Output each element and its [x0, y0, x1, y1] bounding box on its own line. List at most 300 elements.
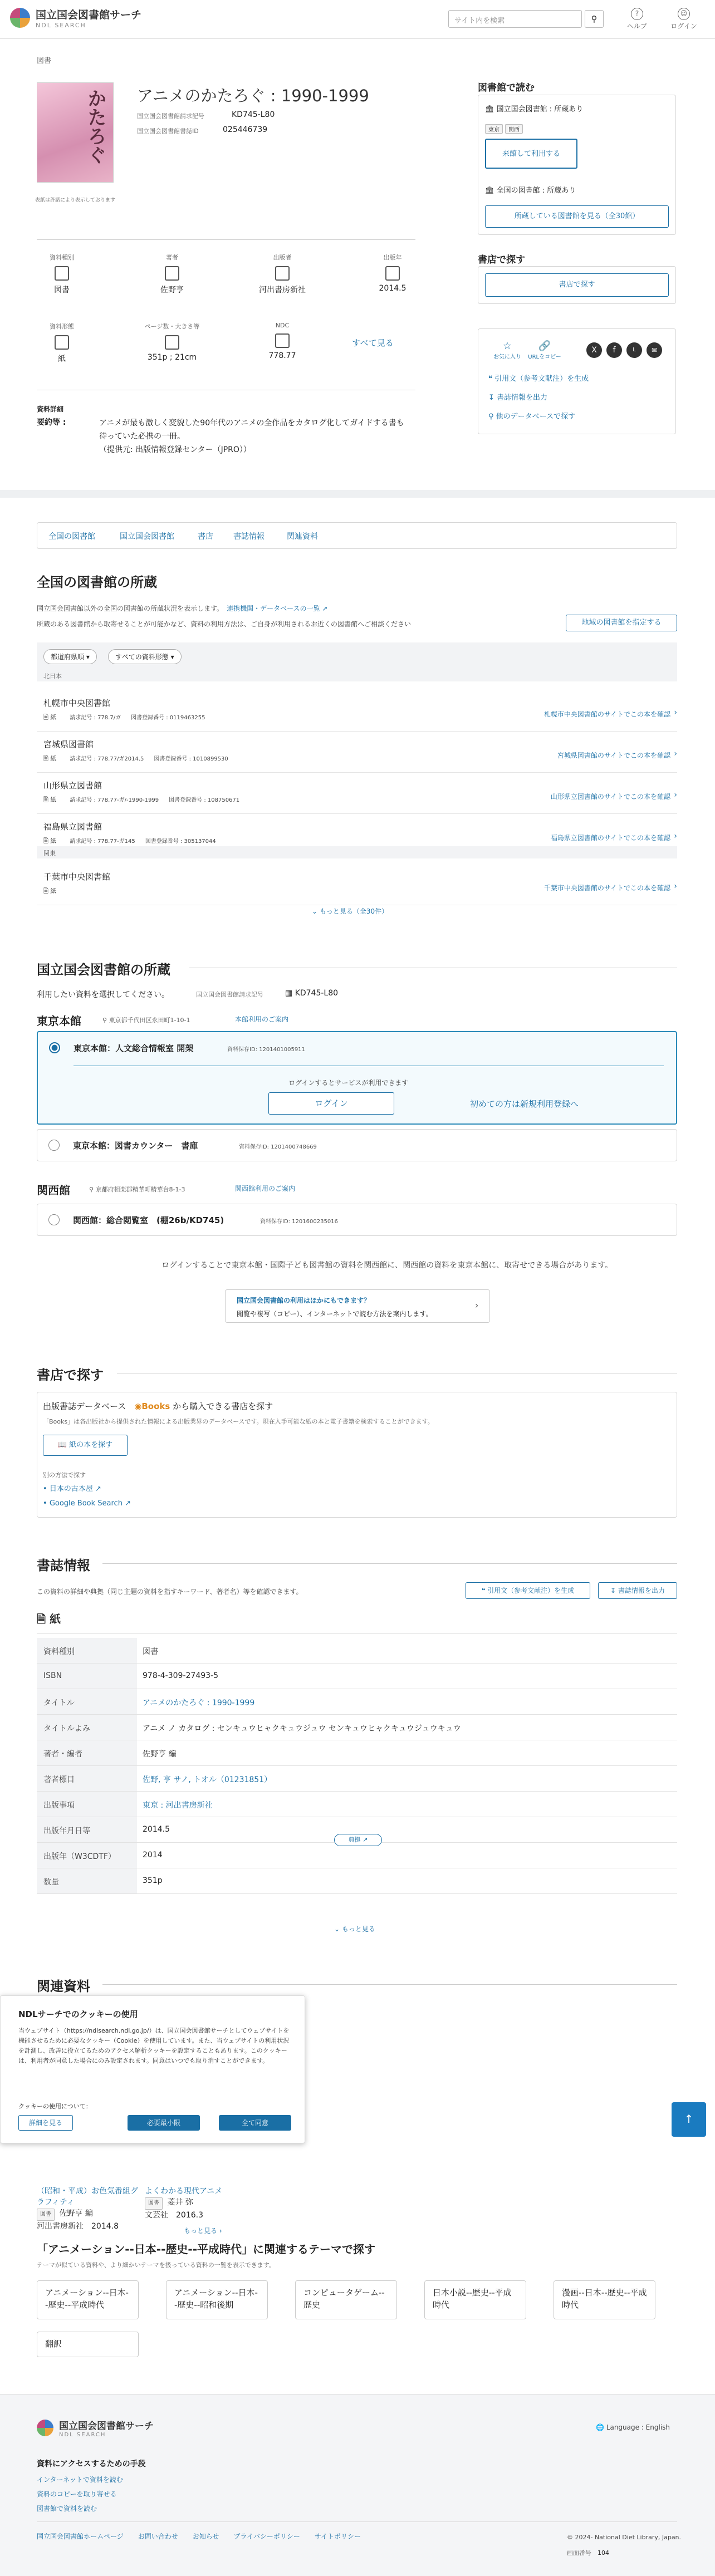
register-link[interactable]: 初めての方は新規利用登録へ	[470, 1099, 579, 1109]
property-label: 出版者	[273, 254, 292, 261]
footer-link-library[interactable]: 図書館で資料を読む	[37, 2505, 97, 2513]
bib-value: 351p	[143, 1876, 163, 1885]
property-5	[125, 322, 219, 362]
cookie-question: クッキーの使用について：	[18, 2103, 92, 2110]
tree-icon	[275, 333, 290, 348]
paper-label: 紙	[50, 887, 57, 895]
radio-selected[interactable]	[49, 1042, 60, 1053]
holdings-desc-text: 国立国会図書館以外の全国の図書館の所蔵状況を表示します。	[37, 605, 221, 612]
store-title: 書店で探す	[37, 1367, 104, 1383]
calendar-icon	[385, 266, 400, 281]
login-button-main[interactable]: ログイン	[268, 1092, 394, 1115]
holdings-desc2: 所蔵のある図書館から取寄せることが可能かなど、資料の利用方法は、ご自身が利用されるお近くの図書館へご相談ください	[37, 620, 412, 628]
read-panel	[478, 95, 676, 235]
footer-link[interactable]: お問い合わせ	[138, 2533, 178, 2540]
kansai-address	[89, 1185, 185, 1194]
property-1	[125, 253, 219, 295]
library-reg: 図書登録番号 : 108750671	[169, 797, 240, 803]
prefecture-filter[interactable]: 都道府県順 ▾	[43, 649, 97, 664]
copy-url-label: URLをコピー	[528, 354, 561, 360]
paper-label: 紙	[50, 755, 57, 762]
tokyo-heading: 東京本館	[37, 1014, 81, 1028]
property-value: 紙	[58, 355, 66, 364]
property-value: 図書	[54, 286, 70, 295]
tokyo-option-selected[interactable]	[37, 1031, 677, 1125]
store-desc: 「Books」は各出版社から提供された情報による出版業界のデータベースです。現在入手可能な紙の本と電子書籍を検索することができます。	[43, 1418, 434, 1425]
search-input[interactable]: サイト内を検索	[448, 10, 582, 28]
location-tags	[485, 124, 525, 134]
footer-tagline: 資料にアクセスするための手段	[37, 2460, 146, 2469]
bib-key: 著者・編者	[37, 1740, 137, 1765]
footer-link[interactable]: お知らせ	[192, 2533, 219, 2540]
transfer-note: ログインすることで東京本館・国際子ども図書館の資料を関西館に、関西館の資料を東京本館に、取寄せできる場合があります。	[161, 1261, 613, 1270]
theme-item[interactable]: 日本小説--歴史--平成時代	[424, 2280, 526, 2319]
bib-value[interactable]: アニメのかたろぐ : 1990-1999	[143, 1699, 255, 1707]
share-panel	[478, 328, 676, 434]
library-reg: 図書登録番号 : 0119463255	[131, 715, 205, 721]
region-button[interactable]: 地域の図書館を指定する	[566, 615, 677, 631]
bib-key: ISBN	[37, 1664, 137, 1689]
option2-id: 資料保存ID: 1201400748669	[239, 1144, 317, 1150]
tokyo-address	[102, 1015, 190, 1024]
library-call: 請求記号 : 778.77/ガ2014.5	[70, 756, 144, 762]
property-2	[235, 253, 330, 295]
footer-link[interactable]: プライバシーポリシー	[233, 2533, 300, 2540]
kansai-guide-link[interactable]: 関西館利用のご案内	[235, 1185, 296, 1193]
bib-export-button[interactable]	[598, 1582, 677, 1599]
footer-link[interactable]: サイトポリシー	[314, 2533, 361, 2540]
ndl-call-no	[285, 989, 338, 998]
tab-1[interactable]: 国立国会図書館	[120, 532, 174, 541]
download-icon: ↧	[488, 394, 494, 402]
property-3	[345, 253, 440, 293]
link-icon: 🔗	[538, 340, 551, 352]
export-label: 書誌情報を出力	[497, 394, 548, 402]
chevron-right-icon: ›	[674, 832, 677, 841]
cite-link[interactable]	[488, 372, 589, 383]
back-to-top-button[interactable]	[672, 2102, 706, 2137]
bib-key: 出版年月日等	[37, 1817, 137, 1842]
call-number: KD745-L80	[232, 110, 275, 119]
google-books-link[interactable]: • Google Book Search ↗	[43, 1499, 131, 1508]
library-reg: 図書登録番号 : 305137044	[145, 838, 216, 845]
read-title: 図書館で読む	[478, 82, 535, 94]
paper-icon: 🗎	[43, 887, 51, 895]
facebook-share-icon[interactable]: f	[606, 342, 622, 358]
kansai-address-text: 京都府相楽郡精華町精華台8-1-3	[95, 1186, 185, 1193]
related-book-2-title[interactable]: よくわかる現代アニメ	[145, 2187, 223, 2196]
bib-key: 資料種別	[37, 1638, 137, 1663]
chevron-right-icon: ›	[475, 1300, 479, 1311]
typical-badge[interactable]: 典拠 ↗	[334, 1834, 382, 1846]
bib-value: 2014	[143, 1851, 163, 1859]
cite-label: 引用文（参考文献注）を生成	[494, 375, 589, 383]
kansai-option[interactable]	[37, 1204, 677, 1236]
copyright: © 2024- National Diet Library, Japan.	[567, 2534, 682, 2541]
bib-key: タイトル	[37, 1689, 137, 1714]
related-book-1-author: 佐野亨 編	[59, 2209, 93, 2218]
property-value: 河出書房新社	[259, 286, 306, 295]
ruler-icon	[165, 335, 179, 350]
call-number-label: 国立国会図書館請求記号	[137, 112, 204, 120]
book-cover[interactable]	[37, 82, 114, 183]
chevron-down-icon: ⌄	[334, 1925, 340, 1933]
related-book-1-publisher: 河出書房新社	[37, 2222, 84, 2231]
bib-export-label: 書誌情報を出力	[618, 1587, 665, 1594]
tokyo-option-2[interactable]	[37, 1129, 677, 1161]
shop-panel	[478, 266, 676, 304]
site-footer	[0, 2394, 715, 2576]
property-value: 778.77	[268, 351, 296, 360]
paper-label: 紙	[50, 837, 57, 845]
related-book-1-year: 2014.8	[91, 2222, 119, 2231]
cover-note: 表紙は許諾により表示しております	[35, 198, 115, 203]
holdings-title: 全国の図書館の所蔵	[37, 575, 157, 590]
area-north: 北日本	[43, 673, 62, 680]
library-call: 請求記号 : 778.7/ガ	[70, 715, 121, 721]
library-call: 請求記号 : 778.77-ガ/-1990-1999	[70, 797, 159, 803]
prefecture-filter-label: 都道府県順	[51, 653, 85, 661]
site-logo[interactable]	[10, 7, 141, 29]
kosho-label: 日本の古本屋	[49, 1485, 93, 1493]
chevron-right-icon: ›	[674, 882, 677, 891]
site-header	[0, 0, 715, 39]
related-book-1[interactable]	[37, 2186, 143, 2232]
library-name[interactable]: 札幌市中央図書館	[43, 698, 111, 708]
library-format	[43, 713, 205, 723]
bib-row-3	[37, 1715, 677, 1740]
theme-item[interactable]: 漫画--日本--歴史--平成時代	[554, 2280, 655, 2319]
related-book-2-tag: 図書	[145, 2197, 163, 2210]
property-value: 2014.5	[379, 284, 407, 293]
library-site-link[interactable]: 山形県立図書館のサイトでこの本を確認	[550, 793, 670, 801]
screen-number-label: 画面番号	[567, 2549, 591, 2557]
bib-key: 出版年（W3CDTF）	[37, 1843, 137, 1868]
bib-key: 出版事項	[37, 1792, 137, 1817]
other-db-link[interactable]	[488, 410, 575, 421]
pin-icon: ⚲	[102, 1017, 107, 1024]
ndl-title: 国立国会図書館の所蔵	[37, 962, 170, 978]
library-reg: 図書登録番号 : 1010899530	[154, 756, 228, 762]
property-4	[14, 322, 109, 364]
barcode-icon: ▦	[285, 989, 293, 998]
related-book-2-author: 菱井 弥	[167, 2198, 193, 2207]
property-label: 資料種別	[50, 254, 74, 261]
login-button[interactable]	[667, 8, 701, 31]
more-libraries-label: もっと見る（全30件）	[319, 907, 389, 915]
footer-links	[37, 2531, 375, 2541]
property-value: 佐野亨	[160, 286, 184, 295]
footer-logo[interactable]	[37, 2418, 154, 2438]
library-name[interactable]: 福島県立図書館	[43, 822, 102, 832]
download-icon: ↧	[610, 1587, 616, 1594]
bib-key: 数量	[37, 1868, 137, 1893]
shop-title: 書店で探す	[478, 254, 525, 266]
search-icon: ⚲	[488, 413, 494, 421]
kosho-link[interactable]: • 日本の古本屋 ↗	[43, 1485, 101, 1493]
bib-row-4	[37, 1740, 677, 1766]
option1-id: 資料保存ID: 1201401005911	[227, 1047, 305, 1053]
bib-cite-label: 引用文（参考文献注）を生成	[487, 1587, 575, 1594]
property-6	[235, 322, 330, 360]
paper-label: 紙	[50, 714, 57, 721]
ndl-logo-icon	[10, 8, 30, 28]
bib-id: 025446739	[223, 125, 268, 134]
bib-value: 978-4-309-27493-5	[143, 1671, 219, 1680]
shop-button[interactable]: 書店で探す	[485, 273, 669, 297]
tokyo-guide-link[interactable]: 本館利用のご案内	[235, 1015, 289, 1023]
mail-share-icon[interactable]: ✉	[647, 342, 662, 358]
property-label: 著者	[166, 254, 178, 261]
usage-help-title: 国立国会図書館の利用はほかにもできます？	[237, 1297, 371, 1304]
show-all-link[interactable]: すべて見る	[352, 338, 394, 348]
paper-label: 紙	[50, 796, 57, 803]
bib-row-2	[37, 1689, 677, 1715]
property-label: ページ数・大きさ等	[144, 323, 200, 330]
login-label: ログイン	[670, 22, 697, 30]
building-icon	[275, 266, 290, 281]
footer-subtitle: NDL SEARCH	[59, 2432, 106, 2438]
export-link[interactable]	[488, 391, 547, 402]
library-format	[43, 836, 216, 847]
holdings-desc: 国立国会図書館以外の全国の図書館の所蔵状況を表示します。 連携機関・データベースの一覧 ↗	[37, 605, 328, 612]
library-call: 請求記号 : 778.77-ガ145	[70, 838, 135, 845]
book-icon	[55, 266, 69, 281]
tab-2[interactable]: 書店	[198, 532, 213, 541]
bib-desc: この資料の詳細や典拠（同じ主題の資料を指すキーワード、著者名）等を確認できます。	[37, 1588, 303, 1596]
themes-title: 「アニメーション--日本--歴史--平成時代」に関連するテーマで探す	[37, 2243, 376, 2256]
library-format	[43, 795, 239, 806]
paper-book-button[interactable]	[43, 1435, 128, 1456]
language-label: Language : English	[606, 2423, 670, 2431]
screen-number	[567, 2548, 609, 2557]
books-brand: Books	[141, 1401, 170, 1411]
library-row	[37, 734, 677, 773]
store-db: 出版書誌データベース	[43, 1401, 126, 1411]
footer-link-read[interactable]: インターネットで資料を読む	[37, 2476, 123, 2484]
usage-help-text: 閲覧や複写（コピー）、インターネットで読む方法を案内します。	[237, 1310, 433, 1318]
partner-list-link[interactable]: 連携機関・データベースの一覧	[227, 605, 320, 612]
bib-more-link[interactable]	[334, 1924, 375, 1934]
chevron-right-icon: ›	[674, 791, 677, 799]
search-button[interactable]	[585, 10, 604, 28]
footer-link-copy[interactable]: 資料のコピーを取り寄せる	[37, 2490, 117, 2498]
cover-text: かたろぐ	[84, 89, 106, 164]
bib-value: 佐野亨 編	[143, 1750, 177, 1759]
footer-link[interactable]: 国立国会図書館ホームページ	[37, 2533, 124, 2540]
radio-unselected[interactable]	[48, 1214, 60, 1225]
globe-icon: 🌐	[596, 2423, 604, 2431]
bib-key: タイトルよみ	[37, 1715, 137, 1740]
summary-body: アニメが最も激しく変貌した90年代のアニメの全作品をカタログ化してガイドする書も待っていた必携の一冊。	[99, 419, 404, 441]
section-tabs	[37, 522, 677, 549]
line-share-icon[interactable]: L	[626, 342, 642, 358]
property-0	[14, 253, 109, 295]
bib-more-label: もっと見る	[341, 1925, 375, 1933]
bib-row-0	[37, 1638, 677, 1664]
related-book-1-tag: 図書	[37, 2209, 55, 2221]
cookie-detail-button[interactable]: 詳細を見る	[18, 2115, 73, 2131]
property-label: 資料形態	[50, 323, 74, 330]
typical-label: 典拠	[348, 1836, 361, 1843]
related-book-2-publisher: 文芸社	[145, 2211, 168, 2220]
language-switch[interactable]	[596, 2423, 670, 2431]
theme-item[interactable]: 翻訳	[37, 2332, 139, 2357]
library-format	[43, 886, 80, 897]
theme-item[interactable]: アニメーション--日本--歴史--昭和後期	[166, 2280, 268, 2319]
bib-row-8	[37, 1843, 677, 1868]
area-kanto: 関東	[37, 846, 677, 858]
user-icon: ☺	[678, 8, 690, 20]
ndl-call-value: KD745-L80	[295, 989, 339, 998]
option2-label: 東京本館：図書カウンター 書庫	[73, 1141, 198, 1151]
property-label: NDC	[275, 322, 290, 329]
breadcrumb: 図書	[37, 57, 52, 65]
bib-cite-button[interactable]	[466, 1582, 590, 1599]
paper-icon: 🗎	[43, 796, 51, 803]
summary-text	[99, 416, 411, 457]
filter-bar	[37, 642, 677, 681]
ndl-logo-icon	[37, 2420, 53, 2436]
x-share-icon[interactable]: X	[586, 342, 602, 358]
bib-value: 図書	[143, 1647, 158, 1656]
type-filter[interactable]: すべての資料形態 ▾	[108, 649, 182, 664]
library-row	[37, 775, 677, 814]
bib-row-5	[37, 1766, 677, 1792]
logo-subtitle: NDL SEARCH	[36, 22, 86, 29]
bib-value: アニメ ノ カタログ : センキュウヒャクキュウジュウ センキュウヒャクキュウジュウキュウ	[143, 1724, 461, 1733]
login-message: ログインするとサービスが利用できます	[288, 1079, 409, 1087]
tab-0[interactable]: 全国の図書館	[48, 532, 95, 541]
bib-value[interactable]: 佐野, 亨 サノ, トオル（01231851）	[143, 1775, 272, 1784]
cookie-title: NDLサーチでのクッキーの使用	[18, 2009, 138, 2019]
property-label: 出版年	[383, 254, 402, 261]
books-logo: ◉Books	[134, 1401, 170, 1411]
favorite-button[interactable]	[491, 340, 524, 360]
tag-kansai: 関西	[505, 124, 523, 134]
summary-source: （提供元: 出版情報登録センター（JPRO））	[99, 445, 251, 454]
option3-id: 資料保存ID: 1201600235016	[260, 1219, 338, 1225]
radio-unselected[interactable]	[48, 1140, 60, 1151]
library-name[interactable]: 山形県立図書館	[43, 781, 102, 791]
tab-4[interactable]: 関連資料	[287, 532, 318, 541]
chevron-right-icon: ›	[674, 708, 677, 717]
section-divider	[0, 490, 715, 498]
all-holding-text: 全国の図書館 : 所蔵あり	[496, 187, 576, 195]
paper-icon	[55, 335, 69, 350]
related-more-link[interactable]: もっと見る ›	[184, 2227, 222, 2235]
paper-icon: 🗎	[37, 1612, 46, 1626]
footer-title: 国立国会図書館サーチ	[59, 2421, 154, 2432]
book-title: アニメのかたろぐ : 1990-1999	[137, 86, 369, 105]
quote-icon: ❝	[488, 375, 492, 383]
format-heading	[37, 1610, 61, 1630]
pin-icon: ⚲	[89, 1186, 94, 1193]
ndl-select: 利用したい資料を選択してください。	[37, 990, 169, 999]
theme-item[interactable]: コンピュータゲーム--歴史	[295, 2280, 397, 2319]
related-more-label: もっと見る	[184, 2227, 218, 2235]
chevron-down-icon: ⌄	[312, 907, 318, 915]
tokyo-address-text: 東京都千代田区永田町1-10-1	[109, 1017, 190, 1024]
library-icon: 🏛	[485, 187, 494, 195]
holding-libraries-button[interactable]: 所蔵している図書館を見る（全30館）	[485, 205, 669, 228]
google-books-label: Google Book Search	[49, 1499, 123, 1508]
library-site-link[interactable]: 宮城県図書館のサイトでこの本を確認	[557, 752, 670, 759]
chevron-right-icon: ›	[674, 749, 677, 758]
summary-label: 要約等 :	[37, 418, 66, 427]
help-label: ヘルプ	[626, 22, 647, 30]
theme-item[interactable]: アニメーション--日本--歴史--平成時代	[37, 2280, 139, 2319]
format-label: 紙	[50, 1612, 61, 1626]
other-method: 別の方法で探す	[43, 1471, 86, 1479]
type-filter-label: すべての資料形態	[115, 653, 169, 661]
visit-button[interactable]: 来館して利用する	[485, 139, 577, 169]
paper-icon: 🗎	[43, 755, 51, 762]
usage-help-card[interactable]	[225, 1289, 490, 1323]
library-name[interactable]: 宮城県図書館	[43, 739, 94, 749]
ndl-holding-text: 国立国会図書館 : 所蔵あり	[496, 105, 584, 114]
pen-icon	[165, 266, 179, 281]
bib-value[interactable]: 東京 : 河出書房新社	[143, 1801, 213, 1810]
option1-label: 東京本館：人文総合情報室 開架	[74, 1043, 194, 1053]
screen-number-value: 104	[598, 2549, 609, 2557]
library-name[interactable]: 千葉市中央図書館	[43, 872, 111, 882]
ndl-holding	[485, 103, 583, 114]
bib-row-9	[37, 1868, 677, 1894]
library-icon: 🏛	[485, 105, 494, 114]
all-holding	[485, 184, 576, 195]
library-site-link[interactable]: 札幌市中央図書館のサイトでこの本を確認	[543, 710, 670, 718]
logo-title: 国立国会図書館サーチ	[36, 9, 142, 21]
copy-url-button[interactable]	[526, 340, 563, 360]
related-book-2-year: 2016.3	[176, 2211, 203, 2220]
bib-id-label: 国立国会図書館書誌ID	[137, 127, 199, 135]
store-panel	[37, 1392, 677, 1518]
tag-tokyo: 東京	[485, 124, 503, 134]
related-book-1-title[interactable]: （昭和・平成）お色気番組グラフィティ	[37, 2187, 138, 2207]
related-book-2[interactable]	[145, 2186, 245, 2221]
detail-heading: 資料詳細	[37, 405, 64, 413]
library-row	[37, 866, 677, 905]
search-icon: ⚲	[591, 14, 598, 24]
cookie-essential-button[interactable]: 必要最小限	[128, 2115, 200, 2131]
cookie-accept-button[interactable]: 全て同意	[219, 2115, 291, 2131]
store-buy: から購入できる書店を探す	[173, 1401, 273, 1411]
option3-label: 関西館：総合閲覧室 (棚26b/KD745)	[73, 1215, 224, 1225]
cookie-body: 当ウェブサイト（https://ndlsearch.ndl.go.jp/）は、国立国会図書館サーチとしてウェブサイトを機能させるために必要なクッキー（Cookie）を使用しています。また、当ウェブサイトの利用状況を計測し、改善に役立てるためのアクセス解析クッキーを設定することもあります。このクッキーは、利用者が同意した場合にのみ設定されます。同意はいつでも取り消すことができます。	[18, 2027, 290, 2064]
bib-title: 書誌情報	[37, 1558, 90, 1573]
library-format	[43, 754, 228, 764]
star-icon: ☆	[502, 340, 512, 352]
paper-icon: 🗎	[43, 714, 51, 721]
bib-row-6	[37, 1792, 677, 1817]
library-site-link[interactable]: 福島県立図書館のサイトでこの本を確認	[550, 834, 670, 842]
bib-row-1	[37, 1664, 677, 1689]
favorite-label: お気に入り	[493, 354, 521, 360]
tab-3[interactable]: 書誌情報	[233, 532, 265, 541]
cookie-banner	[0, 1995, 305, 2143]
quote-icon: ❝	[481, 1587, 486, 1594]
bib-value: 2014.5	[143, 1825, 170, 1834]
bib-key: 著者標目	[37, 1766, 137, 1791]
store-heading	[43, 1400, 273, 1412]
related-title: 関連資料	[37, 1979, 90, 1994]
book-icon: 📖	[57, 1441, 67, 1449]
help-button[interactable]	[620, 8, 654, 31]
more-libraries-link[interactable]	[312, 906, 388, 916]
library-site-link[interactable]: 千葉市中央図書館のサイトでこの本を確認	[543, 884, 670, 892]
help-icon: ?	[631, 8, 643, 20]
